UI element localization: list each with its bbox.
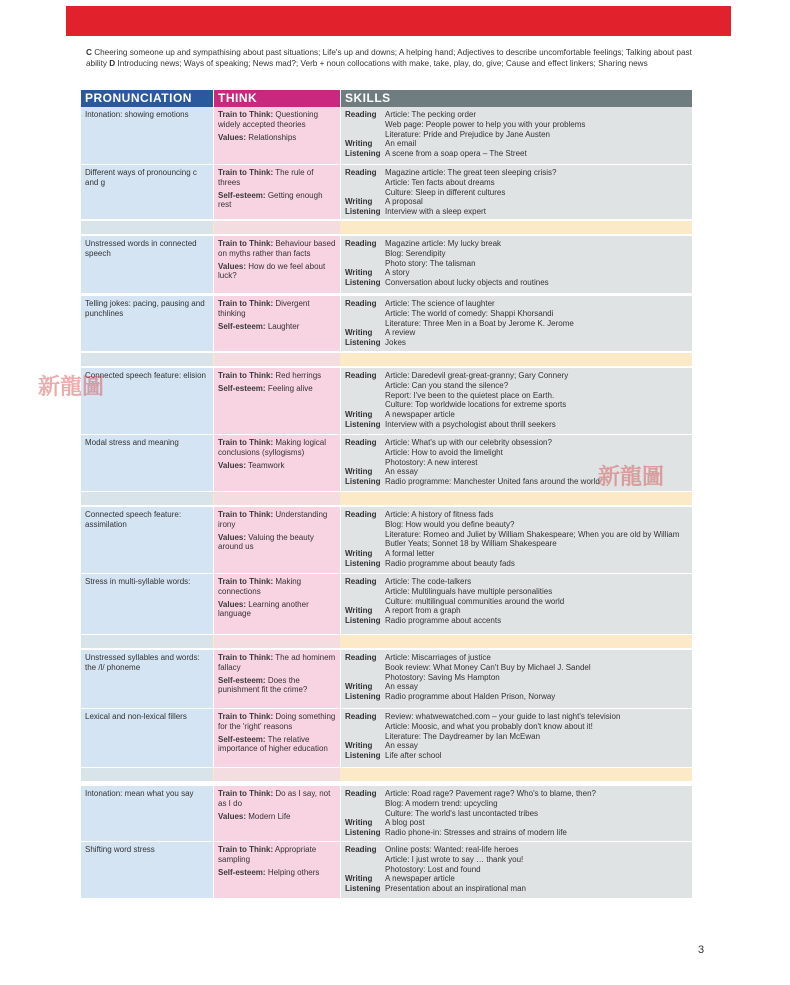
reading-item: Article: What's up with our celebrity obsession?: [385, 438, 552, 447]
think-label: Values:: [218, 261, 247, 271]
separator-pron-band: [81, 768, 213, 781]
listening-item: A scene from a soap opera – The Street: [385, 149, 527, 159]
skills-cell: [341, 507, 692, 573]
writing-line: [345, 328, 688, 338]
think-label: Train to Think:: [218, 653, 274, 662]
skills-cell: [341, 368, 692, 434]
table-row: [81, 574, 692, 634]
think-label: Train to Think:: [218, 845, 274, 854]
reading-line: [345, 510, 688, 549]
watermark-right: 新龍圖: [598, 465, 665, 490]
reading-item: Literature: The Daydreamer by Ian McEwan: [385, 731, 541, 741]
think-item: [218, 676, 336, 696]
table-row: [81, 107, 692, 164]
think-label: Train to Think:: [218, 789, 274, 798]
listening-line: [345, 751, 688, 761]
reading-line: [345, 110, 688, 139]
think-item: [218, 533, 336, 553]
listening-line: [345, 884, 688, 894]
listening-line: [345, 278, 688, 288]
think-cell: [214, 435, 340, 491]
think-item: [218, 239, 336, 259]
think-label: Values:: [218, 460, 247, 470]
intro-text: [86, 48, 701, 69]
reading-item: Article: Multilinguals have multiple personalities: [385, 586, 553, 596]
think-label: Train to Think:: [218, 510, 274, 519]
think-text: Divergent thinking: [218, 299, 310, 318]
separator-think-band: [214, 221, 340, 234]
think-item: [218, 168, 336, 188]
pronunciation-cell: Different ways of pronouncing c and g: [81, 165, 213, 219]
reading-line: [345, 239, 688, 268]
think-label: Train to Think:: [218, 438, 274, 447]
unit-separator: [81, 353, 692, 366]
think-label: Self-esteem:: [218, 675, 266, 685]
think-item: [218, 712, 336, 732]
writing-item: A proposal: [385, 197, 423, 207]
think-label: Values:: [218, 132, 247, 142]
reading-item: Article: Moosic, and what you probably don't know about it!: [385, 721, 593, 731]
writing-item: An essay: [385, 467, 418, 477]
think-label: Self-esteem:: [218, 867, 266, 877]
reading-item: Photo story: The talisman: [385, 258, 476, 268]
listening-label: Listening: [345, 884, 381, 894]
header-skills: SKILLS: [341, 90, 692, 107]
think-item: [218, 812, 336, 822]
table-row: [81, 650, 692, 708]
page-number: 3: [698, 944, 705, 956]
top-red-bar: [66, 6, 731, 36]
think-item: [218, 438, 336, 458]
intro-d-letter: D: [109, 58, 116, 68]
think-text: Do as I say, not as I do: [218, 789, 331, 808]
reading-line: [345, 299, 688, 328]
reading-line: [345, 168, 688, 197]
skills-cell: [341, 107, 692, 164]
pronunciation-cell: Modal stress and meaning: [81, 435, 213, 491]
reading-item: Literature: Three Men in a Boat by Jerome K. Jerome: [385, 318, 574, 328]
pronunciation-cell: Shifting word stress: [81, 842, 213, 898]
reading-line: [345, 577, 688, 606]
reading-line: [345, 789, 688, 818]
think-item: [218, 600, 336, 620]
pronunciation-cell: Lexical and non-lexical fillers: [81, 709, 213, 767]
skills-cell: [341, 165, 692, 219]
table-row: [81, 709, 692, 767]
separator-think-band: [214, 492, 340, 505]
writing-label: Writing: [345, 606, 373, 616]
writing-line: [345, 197, 688, 207]
think-item: [218, 653, 336, 673]
listening-label: Listening: [345, 692, 381, 702]
reading-item: Article: Can you stand the silence?: [385, 380, 509, 390]
skills-cell: [341, 709, 692, 767]
think-cell: [214, 368, 340, 434]
writing-label: Writing: [345, 197, 373, 207]
pronunciation-cell: Connected speech feature: elision: [81, 368, 213, 434]
reading-item: Literature: Romeo and Juliet by William Shakespeare; When you are old by William Butler Yeats; Sonnet 18 by William Shakespeare: [385, 529, 680, 549]
writing-item: A formal letter: [385, 549, 435, 559]
listening-label: Listening: [345, 751, 381, 761]
table-row: [81, 786, 692, 841]
writing-item: A review: [385, 328, 416, 338]
listening-item: Radio programme about beauty fads: [385, 558, 515, 568]
reading-line: [345, 845, 688, 874]
listening-item: Life after school: [385, 751, 442, 761]
think-text: Learning another language: [218, 599, 309, 619]
think-item: [218, 191, 336, 211]
think-item: [218, 299, 336, 319]
think-text: Relationships: [248, 132, 297, 142]
listening-label: Listening: [345, 207, 381, 217]
pronunciation-cell: Connected speech feature: assimilation: [81, 507, 213, 573]
pronunciation-cell: Intonation: mean what you say: [81, 786, 213, 841]
listening-item: Radio programme about Halden Prison, Norway: [385, 692, 556, 702]
reading-label: Reading: [345, 653, 377, 662]
reading-item: Blog: Serendipity: [385, 248, 446, 258]
reading-label: Reading: [345, 168, 377, 177]
think-label: Self-esteem:: [218, 734, 266, 744]
listening-line: [345, 692, 688, 702]
reading-item: Article: The science of laughter: [385, 299, 495, 308]
think-label: Self-esteem:: [218, 190, 266, 200]
think-cell: [214, 709, 340, 767]
table-row: [81, 842, 692, 898]
separator-pron-band: [81, 492, 213, 505]
reading-item: Article: I just wrote to say … thank you!: [385, 854, 524, 864]
listening-line: [345, 420, 688, 430]
pronunciation-cell: Intonation: showing emotions: [81, 107, 213, 164]
think-cell: [214, 236, 340, 293]
think-item: [218, 510, 336, 530]
reading-item: Web page: People power to help you with your problems: [385, 119, 586, 129]
reading-item: Article: Ten facts about dreams: [385, 177, 495, 187]
think-text: How do we feel about luck?: [218, 261, 326, 281]
listening-item: Radio phone-in: Stresses and strains of modern life: [385, 828, 567, 838]
writing-item: A newspaper article: [385, 410, 455, 420]
think-text: Red herrings: [275, 371, 322, 380]
watermark-left: 新龍圖: [38, 375, 105, 400]
reading-label: Reading: [345, 299, 377, 308]
think-text: Feeling alive: [267, 383, 313, 393]
separator-think-band: [214, 635, 340, 648]
separator-think-band: [214, 353, 340, 366]
writing-line: [345, 818, 688, 828]
think-text: Getting enough rest: [218, 190, 323, 210]
think-text: Understanding irony: [218, 510, 328, 529]
reading-line: [345, 653, 688, 682]
reading-item: Article: The world of comedy: Shappi Khorsandi: [385, 308, 554, 318]
listening-line: [345, 207, 688, 217]
reading-line: [345, 371, 688, 410]
header-pronunciation: PRONUNCIATION: [81, 90, 213, 107]
skills-cell: [341, 296, 692, 351]
reading-label: Reading: [345, 438, 377, 447]
table-row: [81, 236, 692, 293]
listening-line: [345, 338, 688, 348]
writing-item: An essay: [385, 741, 418, 751]
think-item: [218, 845, 336, 865]
think-text: Does the punishment fit the crime?: [218, 675, 308, 695]
writing-label: Writing: [345, 549, 373, 559]
reading-item: Article: Daredevil great-great-granny; Gary Connery: [385, 371, 569, 380]
think-item: [218, 322, 336, 332]
skills-cell: [341, 236, 692, 293]
reading-item: Article: The code-talkers: [385, 577, 472, 586]
think-cell: [214, 296, 340, 351]
listening-label: Listening: [345, 477, 381, 487]
listening-line: [345, 616, 688, 626]
reading-item: Blog: How would you define beauty?: [385, 519, 515, 529]
think-item: [218, 262, 336, 282]
reading-item: Article: Road rage? Pavement rage? Who's to blame, then?: [385, 789, 596, 798]
reading-item: Online posts: Wanted: real-life heroes: [385, 845, 519, 854]
think-item: [218, 384, 336, 394]
table-row: [81, 296, 692, 351]
think-cell: [214, 165, 340, 219]
skills-cell: [341, 842, 692, 898]
think-text: Helping others: [267, 867, 320, 877]
intro-c-body: Cheering someone up and sympathising about past situations; Life's up and downs; A helping hand; Adjectives to describe uncomfortable feelings; Talking about past ability: [86, 48, 692, 68]
writing-label: Writing: [345, 410, 373, 420]
listening-label: Listening: [345, 149, 381, 159]
listening-item: Radio programme: Manchester United fans around the world: [385, 477, 600, 487]
separator-think-band: [214, 768, 340, 781]
think-text: The ad hominem fallacy: [218, 653, 336, 672]
listening-label: Listening: [345, 616, 381, 626]
reading-item: Culture: multilingual communities around the world: [385, 596, 565, 606]
writing-item: A newspaper article: [385, 874, 455, 884]
writing-line: [345, 549, 688, 559]
listening-item: Interview with a sleep expert: [385, 207, 486, 217]
listening-item: Presentation about an inspirational man: [385, 884, 526, 894]
reading-label: Reading: [345, 712, 377, 721]
think-text: Laughter: [267, 321, 300, 331]
reading-line: [345, 712, 688, 741]
reading-item: Article: The pecking order: [385, 110, 477, 119]
think-text: The relative importance of higher education: [218, 734, 328, 754]
think-item: [218, 110, 336, 130]
skills-cell: [341, 574, 692, 634]
think-text: Questioning widely accepted theories: [218, 110, 319, 129]
listening-item: Interview with a psychologist about thrill seekers: [385, 419, 556, 429]
writing-label: Writing: [345, 139, 373, 149]
reading-item: Literature: Pride and Prejudice by Jane Austen: [385, 129, 550, 139]
think-text: The rule of threes: [218, 168, 314, 187]
listening-label: Listening: [345, 419, 381, 429]
listening-label: Listening: [345, 558, 381, 568]
reading-item: Review: whatwewatched.com – your guide to last night's television: [385, 712, 621, 721]
table-row: [81, 507, 692, 573]
think-item: [218, 735, 336, 755]
think-item: [218, 577, 336, 597]
unit-separator: [81, 492, 692, 505]
listening-line: [345, 559, 688, 569]
think-label: Values:: [218, 599, 247, 609]
listening-item: Jokes: [385, 338, 406, 348]
think-label: Values:: [218, 532, 247, 542]
reading-label: Reading: [345, 789, 377, 798]
reading-item: Magazine article: My lucky break: [385, 239, 502, 248]
table-row: [81, 368, 692, 434]
writing-item: An essay: [385, 682, 418, 692]
writing-line: [345, 139, 688, 149]
unit-separator: [81, 768, 692, 781]
reading-label: Reading: [345, 577, 377, 586]
think-item: [218, 133, 336, 143]
think-label: Train to Think:: [218, 577, 274, 586]
skills-cell: [341, 650, 692, 708]
pronunciation-cell: Stress in multi-syllable words:: [81, 574, 213, 634]
reading-label: Reading: [345, 371, 377, 380]
listening-label: Listening: [345, 828, 381, 838]
think-text: Appropriate sampling: [218, 845, 317, 864]
writing-item: A blog post: [385, 818, 425, 828]
reading-item: Blog: A modern trend: upcycling: [385, 798, 498, 808]
think-cell: [214, 842, 340, 898]
reading-item: Article: Miscarriages of justice: [385, 653, 491, 662]
reading-item: Culture: Sleep in different cultures: [385, 187, 506, 197]
table-row: [81, 165, 692, 219]
pronunciation-cell: Unstressed syllables and words: the /l/ phoneme: [81, 650, 213, 708]
header-think: THINK: [214, 90, 340, 107]
think-label: Train to Think:: [218, 299, 274, 308]
listening-label: Listening: [345, 338, 381, 348]
reading-item: Culture: The world's last uncontacted tribes: [385, 808, 539, 818]
pronunciation-cell: Unstressed words in connected speech: [81, 236, 213, 293]
writing-line: [345, 741, 688, 751]
reading-label: Reading: [345, 510, 377, 519]
think-cell: [214, 650, 340, 708]
writing-item: An email: [385, 139, 417, 149]
think-cell: [214, 107, 340, 164]
listening-line: [345, 828, 688, 838]
writing-label: Writing: [345, 467, 373, 477]
think-item: [218, 868, 336, 878]
skills-cell: [341, 786, 692, 841]
think-text: Behaviour based on myths rather than facts: [218, 239, 336, 258]
writing-item: A report from a graph: [385, 606, 461, 616]
separator-pron-band: [81, 221, 213, 234]
intro-c-letter: C: [86, 48, 92, 57]
reading-item: Photostory: Lost and found: [385, 864, 481, 874]
reading-item: Report: I've been to the quietest place on Earth.: [385, 390, 555, 400]
reading-item: Magazine article: The great teen sleeping crisis?: [385, 168, 557, 177]
reading-item: Photostory: A new interest: [385, 457, 478, 467]
separator-pron-band: [81, 353, 213, 366]
think-label: Train to Think:: [218, 239, 274, 248]
think-text: Making connections: [218, 577, 302, 596]
writing-line: [345, 410, 688, 420]
writing-label: Writing: [345, 741, 373, 751]
writing-label: Writing: [345, 874, 373, 884]
reading-item: Photostory: Saving Ms Hampton: [385, 672, 500, 682]
reading-label: Reading: [345, 239, 377, 248]
listening-label: Listening: [345, 278, 381, 288]
listening-item: Radio programme about accents: [385, 616, 502, 626]
writing-label: Writing: [345, 682, 373, 692]
reading-label: Reading: [345, 845, 377, 854]
writing-line: [345, 606, 688, 616]
writing-item: A story: [385, 268, 410, 278]
listening-line: [345, 149, 688, 159]
think-text: Doing something for the 'right' reasons: [218, 712, 336, 731]
pronunciation-cell: Telling jokes: pacing, pausing and punchlines: [81, 296, 213, 351]
unit-separator: [81, 221, 692, 234]
think-cell: [214, 574, 340, 634]
writing-line: [345, 682, 688, 692]
think-label: Self-esteem:: [218, 383, 266, 393]
think-label: Self-esteem:: [218, 321, 266, 331]
think-text: Valuing the beauty around us: [218, 532, 314, 552]
think-cell: [214, 507, 340, 573]
think-text: Teamwork: [248, 460, 285, 470]
unit-separator: [81, 635, 692, 648]
think-cell: [214, 786, 340, 841]
think-text: Making logical conclusions (syllogisms): [218, 438, 327, 457]
writing-line: [345, 874, 688, 884]
think-item: [218, 461, 336, 471]
writing-label: Writing: [345, 818, 373, 828]
think-item: [218, 371, 336, 381]
reading-item: Article: How to avoid the limelight: [385, 447, 503, 457]
reading-item: Article: A history of fitness fads: [385, 510, 494, 519]
think-label: Train to Think:: [218, 371, 274, 380]
reading-label: Reading: [345, 110, 377, 119]
writing-label: Writing: [345, 268, 373, 278]
reading-item: Culture: Top worldwide locations for extreme sports: [385, 400, 567, 410]
writing-line: [345, 268, 688, 278]
listening-item: Conversation about lucky objects and routines: [385, 278, 549, 288]
think-text: Modern Life: [248, 811, 291, 821]
separator-pron-band: [81, 635, 213, 648]
think-label: Train to Think:: [218, 712, 274, 721]
intro-d-body: Introducing news; Ways of speaking; News mad?; Verb + noun collocations with make, take, play, do, give; Cause and effect linkers; Sharing news: [117, 58, 648, 68]
writing-label: Writing: [345, 328, 373, 338]
think-label: Train to Think:: [218, 168, 274, 177]
reading-item: Book review: What Money Can't Buy by Michael J. Sandel: [385, 662, 591, 672]
think-label: Values:: [218, 811, 247, 821]
think-item: [218, 789, 336, 809]
think-label: Train to Think:: [218, 110, 274, 119]
